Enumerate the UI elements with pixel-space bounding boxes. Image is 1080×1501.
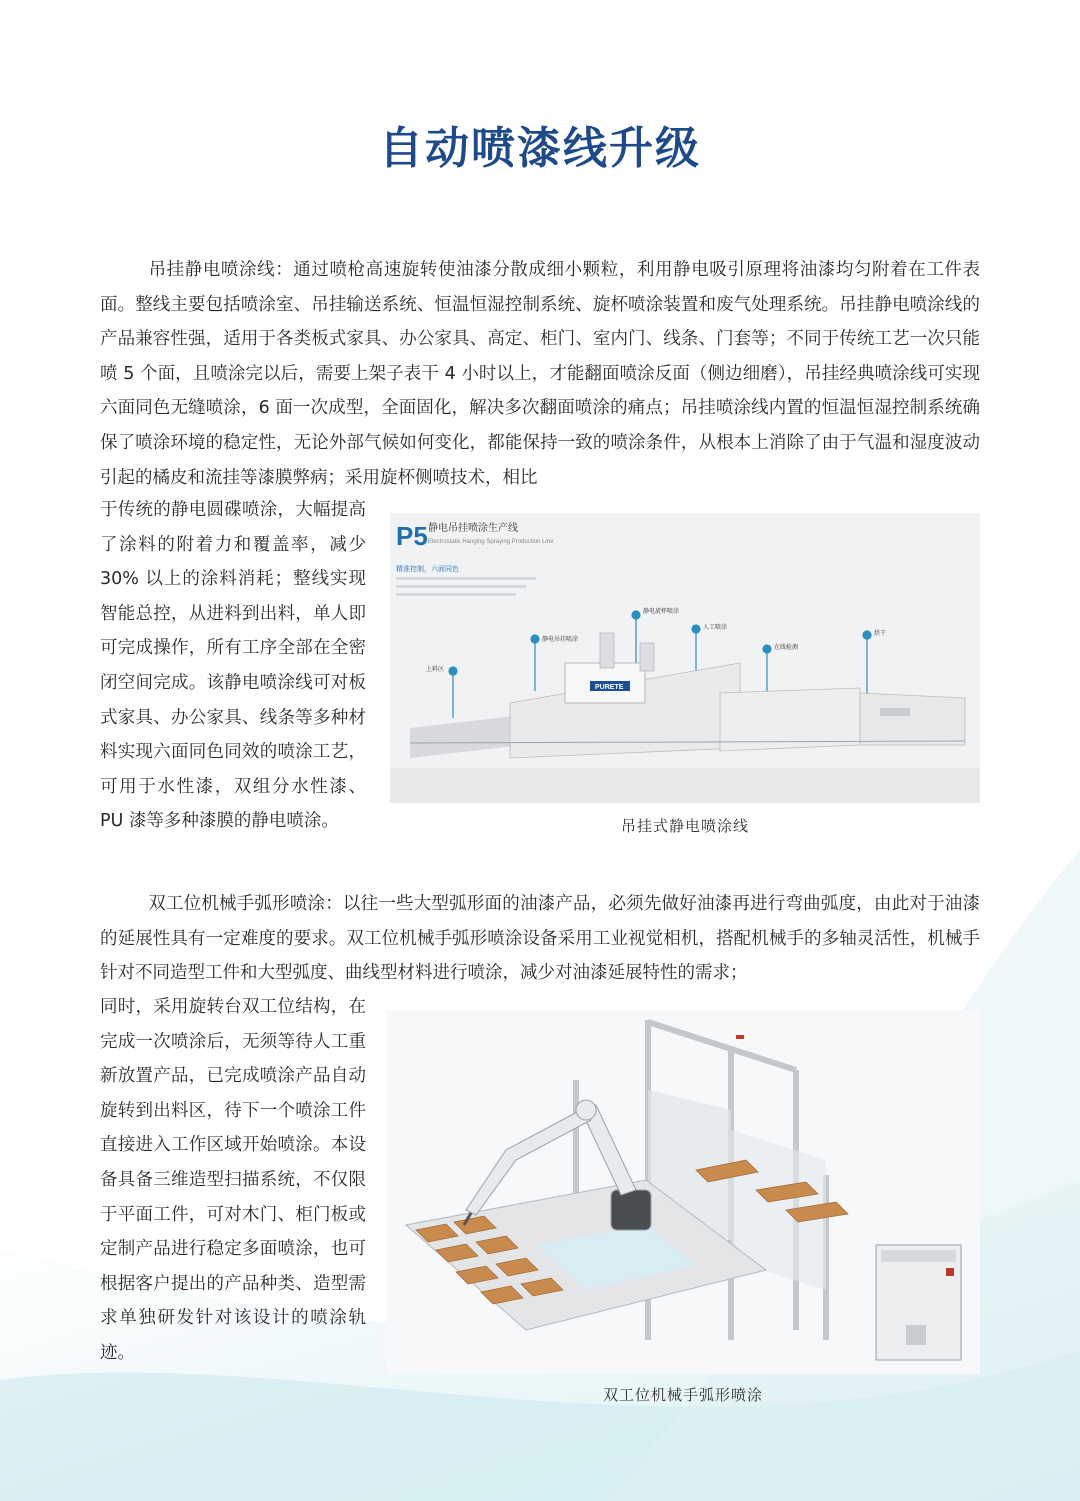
station-label-1: 上料区 (426, 666, 445, 673)
station-label-3: 静电旋杯喷涂 (643, 608, 680, 615)
section2-text: 双工位机械手弧形喷涂：以往一些大型弧形面的油漆产品，必须先做好油漆再进行弯曲弧度，由此对于油漆的延展性具有一定难度的要求。双工位机械手弧形喷涂设备采用工业视觉相机，搭配机械手的多轴灵活性，机械手针对不同造型工件和大型弧度、曲线型材料进行喷涂，减少对油漆延展特性的需求； (100, 894, 980, 984)
station-label-6: 烘干 (874, 630, 887, 637)
hanging-spray-line-image (390, 513, 980, 803)
section2-side-text: 同时，采用旋转台双工位结构，在完成一次喷涂后，无须等待人工重新放置产品，已完成喷涂产品自动旋转到出料区，待下一个喷涂工件直接进入工作区域开始喷涂。本设备具备三维造型扫描系统，不仅限于平面工件，可对木门、柜门板或定制产品进行稳定多面喷涂，也可根据客户提出的产品种类、造型需求单独研发针对该设计的喷涂轨迹。 (100, 997, 366, 1363)
figure2-caption: 双工位机械手弧形喷涂 (602, 1386, 763, 1404)
figure-heading: 静电吊挂喷涂生产线 (428, 523, 518, 534)
figure1-caption: 吊挂式静电喷涂线 (620, 817, 749, 835)
page-title: 自动喷漆线升级 (379, 123, 701, 174)
section1-side-text: 于传统的静电圆碟喷涂，大幅提高了涂料的附着力和覆盖率，减少 30% 以上的涂料消耗；整线实现智能总控，从进料到出料，单人即可完成操作，所有工序全部在全密闭空间完成。该静电喷涂线可对板式家具、办公家具、线条等多种材料实现六面同色同效的喷涂工艺，可用于水性漆，双组分水性漆、PU 漆等多种漆膜的静电喷涂。 (100, 500, 366, 832)
machine-brand: PURETE (595, 684, 624, 691)
station-label-4: 人工喷涂 (703, 624, 728, 631)
section1-text: 吊挂静电喷涂线：通过喷枪高速旋转使油漆分散成细小颗粒，利用静电吸引原理将油漆均匀附着在工件表面。整线主要包括喷涂室、吊挂输送系统、恒温恒湿控制系统、旋杯喷涂装置和废气处理系统。吊挂静电喷涂线的产品兼容性强，适用于各类板式家具、办公家具、高定、柜门、室内门、线条、门套等；不同于传统工艺一次只能喷 5 个面，且喷涂完以后，需要上架子表干 4 小时以上，才能翻面喷涂反面（侧边细磨），吊挂经典喷涂线可实现六面同色无缝喷涂，6 面一次成型，全面固化，解决多次翻面喷涂的痛点；吊挂喷涂线内置的恒温恒湿控制系统确保了喷涂环境的稳定性，无论外部气候如何变化，都能保持一致的喷涂条件，从根本上消除了由于气温和湿度波动引起的橘皮和流挂等漆膜弊病；采用旋杯侧喷技术，相比 (100, 260, 980, 488)
dual-station-robot-image (386, 1010, 980, 1374)
station-label-2: 静电吊挂喷涂 (542, 636, 579, 643)
station-label-5: 在线检测 (774, 644, 799, 651)
section2-paragraph (100, 887, 980, 991)
figure-tagline: 精准控制，六面同色 (396, 565, 459, 573)
figure-badge: P5 (396, 521, 428, 551)
figure-subheading: Electrostatic Hanging Spraying Production Line (428, 539, 554, 545)
section1-paragraph (100, 253, 980, 495)
